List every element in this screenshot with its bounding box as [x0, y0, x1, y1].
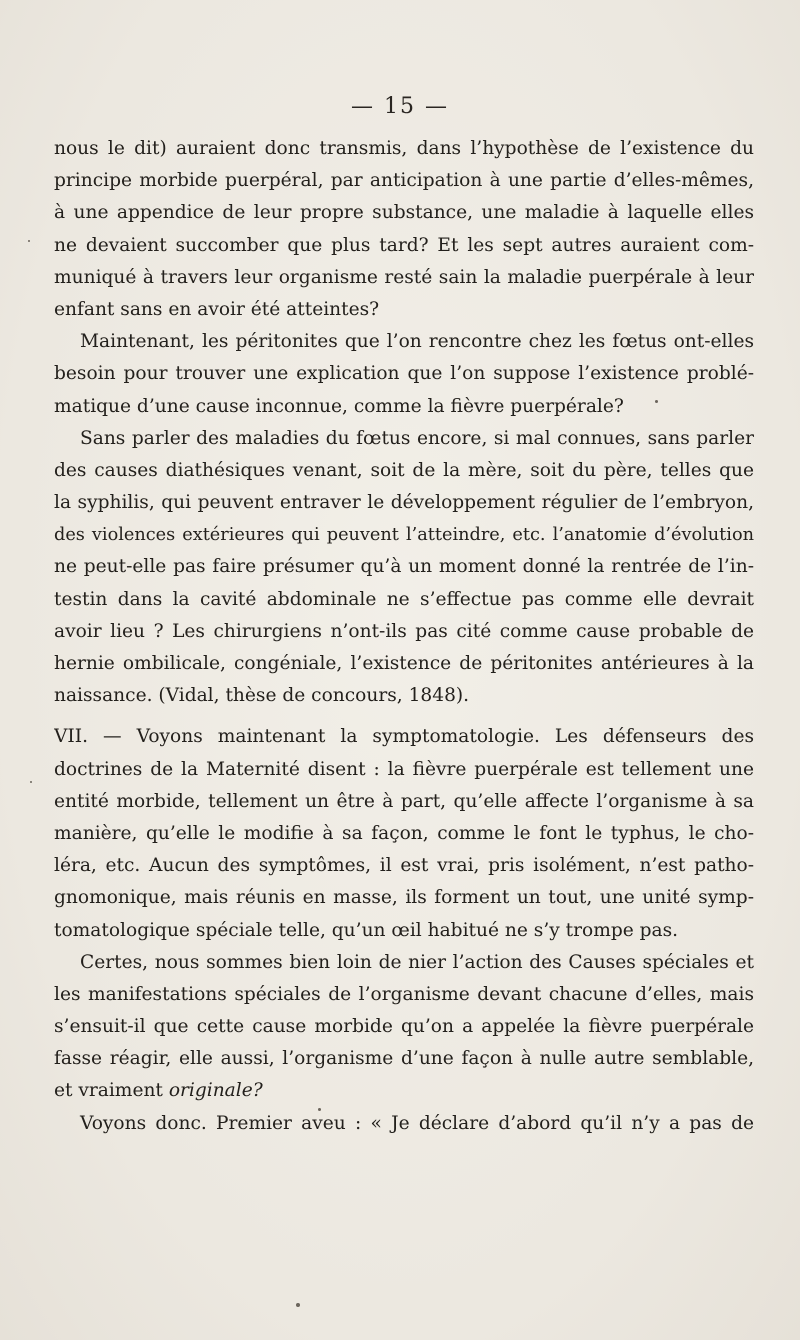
- text-line: [54, 786, 754, 818]
- text-line-content: manière, qu’elle le modifie à sa façon, comme le font le typhus, le cho-: [54, 822, 754, 844]
- text-line-content: la syphilis, qui peuvent entraver le développement régulier de l’embryon,: [54, 492, 754, 514]
- text-line-content: fasse réagir, elle aussi, l’organisme d’une façon à nulle autre semblable,: [54, 1048, 754, 1070]
- text-line: [54, 391, 754, 423]
- text-line: [54, 294, 754, 326]
- text-line-content: doctrines de la Maternité disent : la fièvre puerpérale est tellement une: [54, 758, 754, 780]
- page-number: — 15 —: [351, 94, 449, 119]
- text-line-content: avoir lieu ? Les chirurgiens n’ont-ils pas cité comme cause probable de: [54, 620, 754, 642]
- text-line-content: hernie ombilicale, congéniale, l’existence de péritonites antérieures à la: [54, 653, 754, 674]
- text-line: [54, 519, 754, 551]
- text-line: [54, 979, 754, 1011]
- text-line: [54, 1075, 754, 1107]
- text-line: [54, 882, 754, 914]
- text-line-content: Maintenant, les péritonites que l’on rencontre chez les fœtus ont-elles: [80, 331, 754, 353]
- text-line: [54, 1043, 754, 1075]
- italic-text: originale?: [168, 1080, 263, 1102]
- ink-speck: [30, 781, 32, 783]
- text-line: [54, 165, 754, 197]
- text-line-content: les manifestations spéciales de l’organisme devant chacune d’elles, mais: [54, 983, 754, 1005]
- text-line-content: gnomonique, mais réunis en masse, ils forment un tout, une unité symp-: [54, 887, 754, 909]
- text-line: [54, 680, 754, 712]
- text-line: [54, 616, 754, 648]
- text-line-content: Sans parler des maladies du fœtus encore, si mal connues, sans parler: [80, 427, 754, 449]
- text-line: [54, 423, 754, 455]
- text-line: [54, 721, 754, 753]
- text-line: [54, 551, 754, 583]
- text-line-content: s’ensuit-il que cette cause morbide qu’on a appelée la fièvre puerpérale: [54, 1016, 754, 1038]
- text-line-content: besoin pour trouver une explication que l’on suppose l’existence problé-: [54, 363, 754, 385]
- text-line-content: nous le dit) auraient donc transmis, dans l’hypothèse de l’existence du: [54, 138, 754, 159]
- text-line-content: entité morbide, tellement un être à part, qu’elle affecte l’organisme à sa: [54, 790, 754, 812]
- ink-speck: [296, 1303, 300, 1307]
- text-line: [54, 648, 754, 680]
- text-line-content: naissance. (Vidal, thèse de concours, 1848).: [54, 685, 470, 707]
- ink-speck: [318, 1108, 321, 1111]
- text-line: [54, 197, 754, 229]
- ink-speck: [28, 240, 30, 242]
- text-line-content: principe morbide puerpéral, par anticipation à une partie d’elles-mêmes,: [54, 170, 754, 192]
- text-line-content: ne peut-elle pas faire présumer qu’à un moment donné la rentrée de l’in-: [54, 556, 754, 578]
- text-line: [54, 358, 754, 390]
- text-line-content: Certes, nous sommes bien loin de nier l’action des Causes spéciales et: [80, 951, 754, 973]
- text-line: [54, 326, 754, 358]
- text-line-content: et vraiment: [54, 1080, 169, 1102]
- text-line: [54, 455, 754, 487]
- text-line-content: des causes diathésiques venant, soit de la mère, soit du père, telles que: [54, 459, 754, 481]
- text-line: [54, 487, 754, 519]
- text-line: [54, 584, 754, 616]
- text-line: [54, 754, 754, 786]
- text-line-content: tomatologique spéciale telle, qu’un œil habitué ne s’y trompe pas.: [54, 919, 679, 941]
- text-line: [54, 947, 754, 979]
- text-line-content: VII. — Voyons maintenant la symptomatologie. Les défenseurs des: [54, 726, 754, 748]
- text-line: [54, 1108, 754, 1140]
- text-line: [54, 262, 754, 294]
- body-text: [54, 133, 754, 1140]
- text-line: [54, 915, 754, 947]
- text-line-content: testin dans la cavité abdominale ne s’effectue pas comme elle devrait: [54, 588, 754, 610]
- text-line: [54, 133, 754, 165]
- ink-speck: [655, 400, 658, 403]
- text-line: [54, 230, 754, 262]
- text-line-content: léra, etc. Aucun des symptômes, il est vrai, pris isolément, n’est patho-: [54, 855, 754, 877]
- text-line-content: Voyons donc. Premier aveu : « Je déclare d’abord qu’il n’y a pas de: [80, 1112, 754, 1134]
- text-line-content: matique d’une cause inconnue, comme la fièvre puerpérale?: [54, 395, 624, 417]
- text-line: [54, 818, 754, 850]
- text-line-content: des violences extérieures qui peuvent l’atteindre, etc. l’anatomie d’évolution: [54, 525, 754, 546]
- text-line-content: à une appendice de leur propre substance, une maladie à laquelle elles: [54, 202, 754, 224]
- text-line-content: muniqué à travers leur organisme resté sain la maladie puerpérale à leur: [54, 266, 754, 288]
- text-line: [54, 1011, 754, 1043]
- text-line: [54, 850, 754, 882]
- text-line-content: enfant sans en avoir été atteintes?: [54, 298, 380, 320]
- text-line-content: ne devaient succomber que plus tard? Et les sept autres auraient com-: [54, 234, 754, 256]
